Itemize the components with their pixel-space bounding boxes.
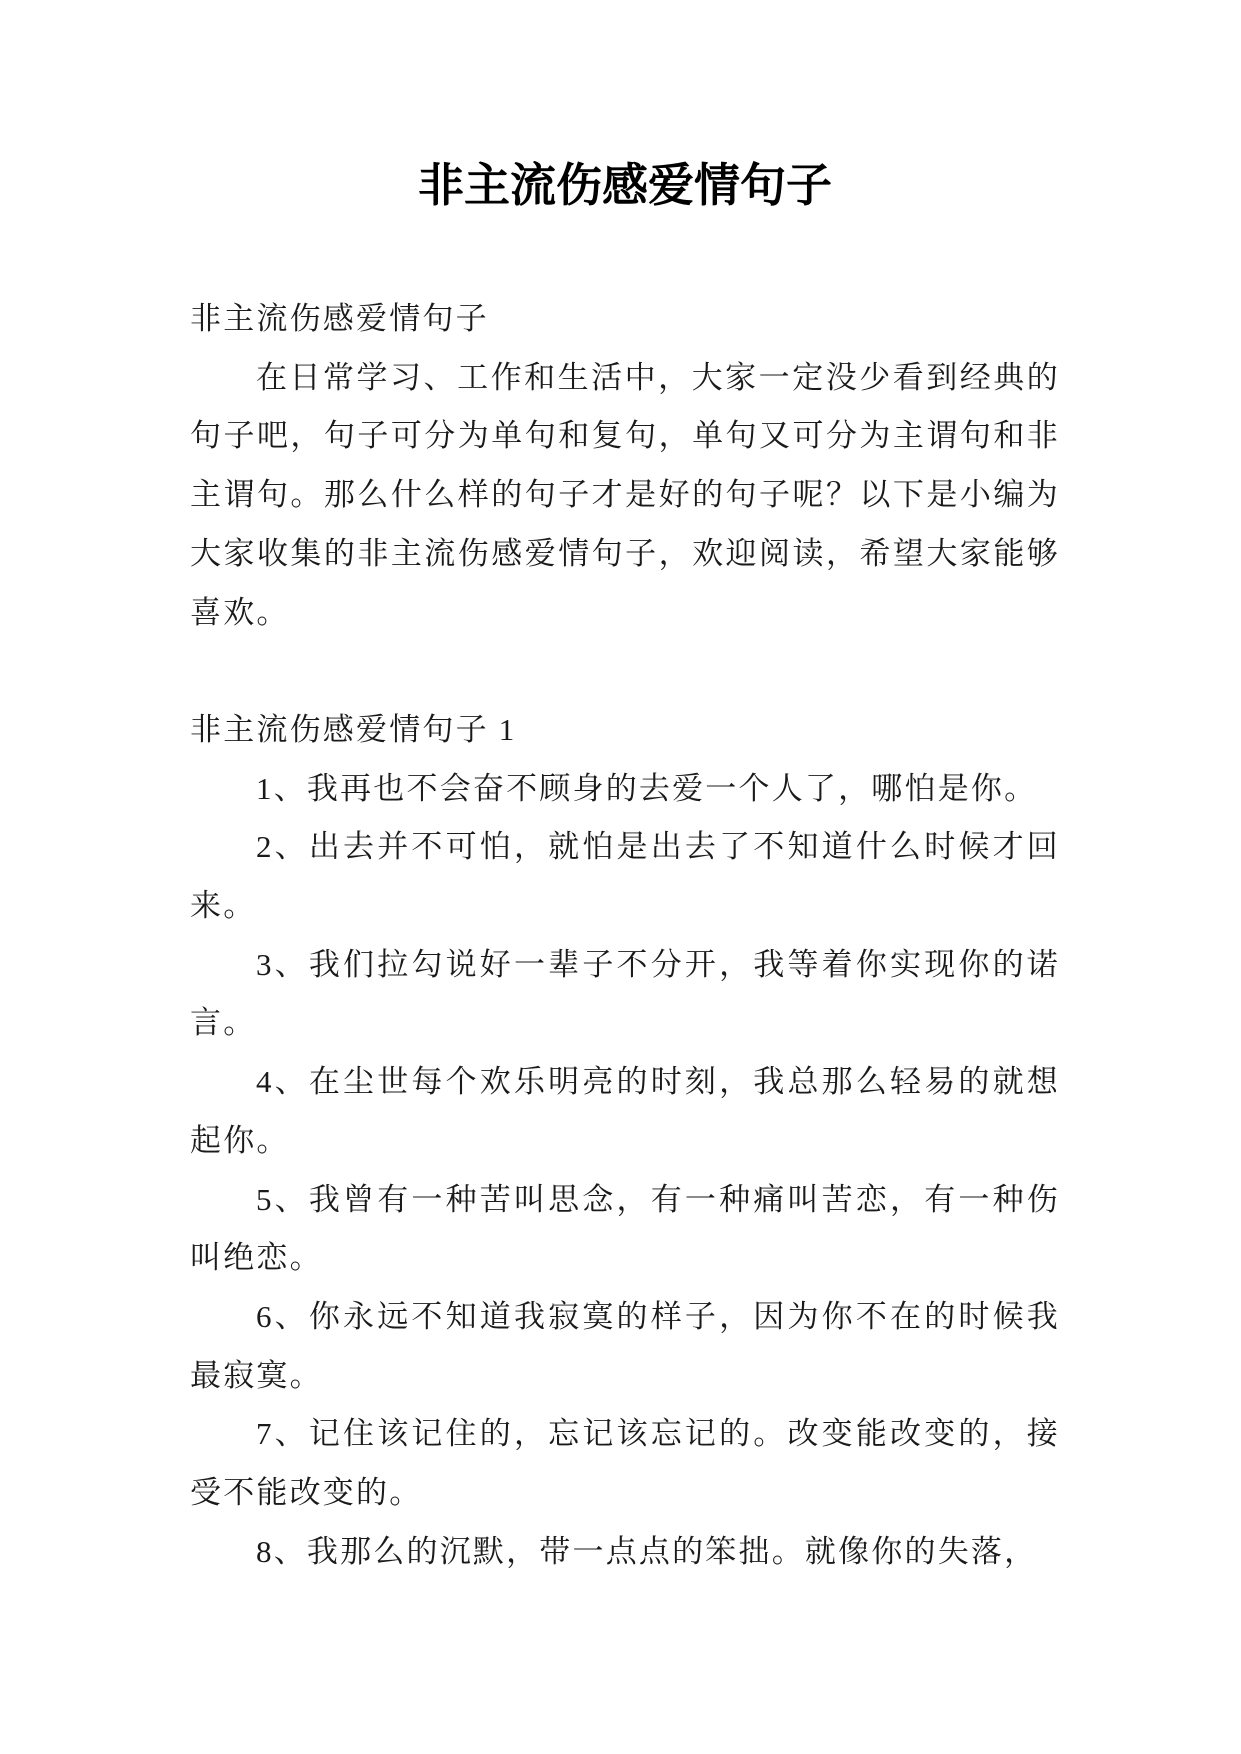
list-item: 1、我再也不会奋不顾身的去爱一个人了，哪怕是你。 bbox=[256, 770, 1038, 806]
list-item: 8、我那么的沉默，带一点点的笨拙。就像你的失落， bbox=[256, 1533, 1038, 1569]
document-title: 非主流伤感爱情句子 bbox=[418, 160, 832, 211]
list-item: 6、你永远不知道我寂寞的样子，因为你不在的时候我最寂寞。 bbox=[190, 1298, 1060, 1393]
intro-paragraph: 在日常学习、工作和生活中，大家一定没少看到经典的句子吧，句子可分为单句和复句，单句又可分为主谓句和非主谓句。那么什么样的句子才是好的句子呢？以下是小编为大家收集的非主流伤感爱情句子，欢迎阅读，希望大家能够喜欢。 bbox=[190, 359, 1060, 630]
document-body bbox=[190, 290, 1060, 1581]
list-item: 5、我曾有一种苦叫思念，有一种痛叫苦恋，有一种伤叫绝恋。 bbox=[190, 1181, 1060, 1276]
list-item: 7、记住该记住的，忘记该忘记的。改变能改变的，接受不能改变的。 bbox=[190, 1416, 1060, 1511]
blank-line bbox=[190, 642, 1060, 701]
list-item: 2、出去并不可怕，就怕是出去了不知道什么时候才回来。 bbox=[190, 829, 1060, 924]
list-item: 4、在尘世每个欢乐明亮的时刻，我总那么轻易的就想起你。 bbox=[190, 1064, 1060, 1158]
list-item: 3、我们拉勾说好一辈子不分开，我等着你实现你的诺言。 bbox=[190, 946, 1060, 1041]
section-heading: 非主流伤感爱情句子 1 bbox=[190, 711, 517, 747]
intro-heading: 非主流伤感爱情句子 bbox=[190, 301, 489, 336]
